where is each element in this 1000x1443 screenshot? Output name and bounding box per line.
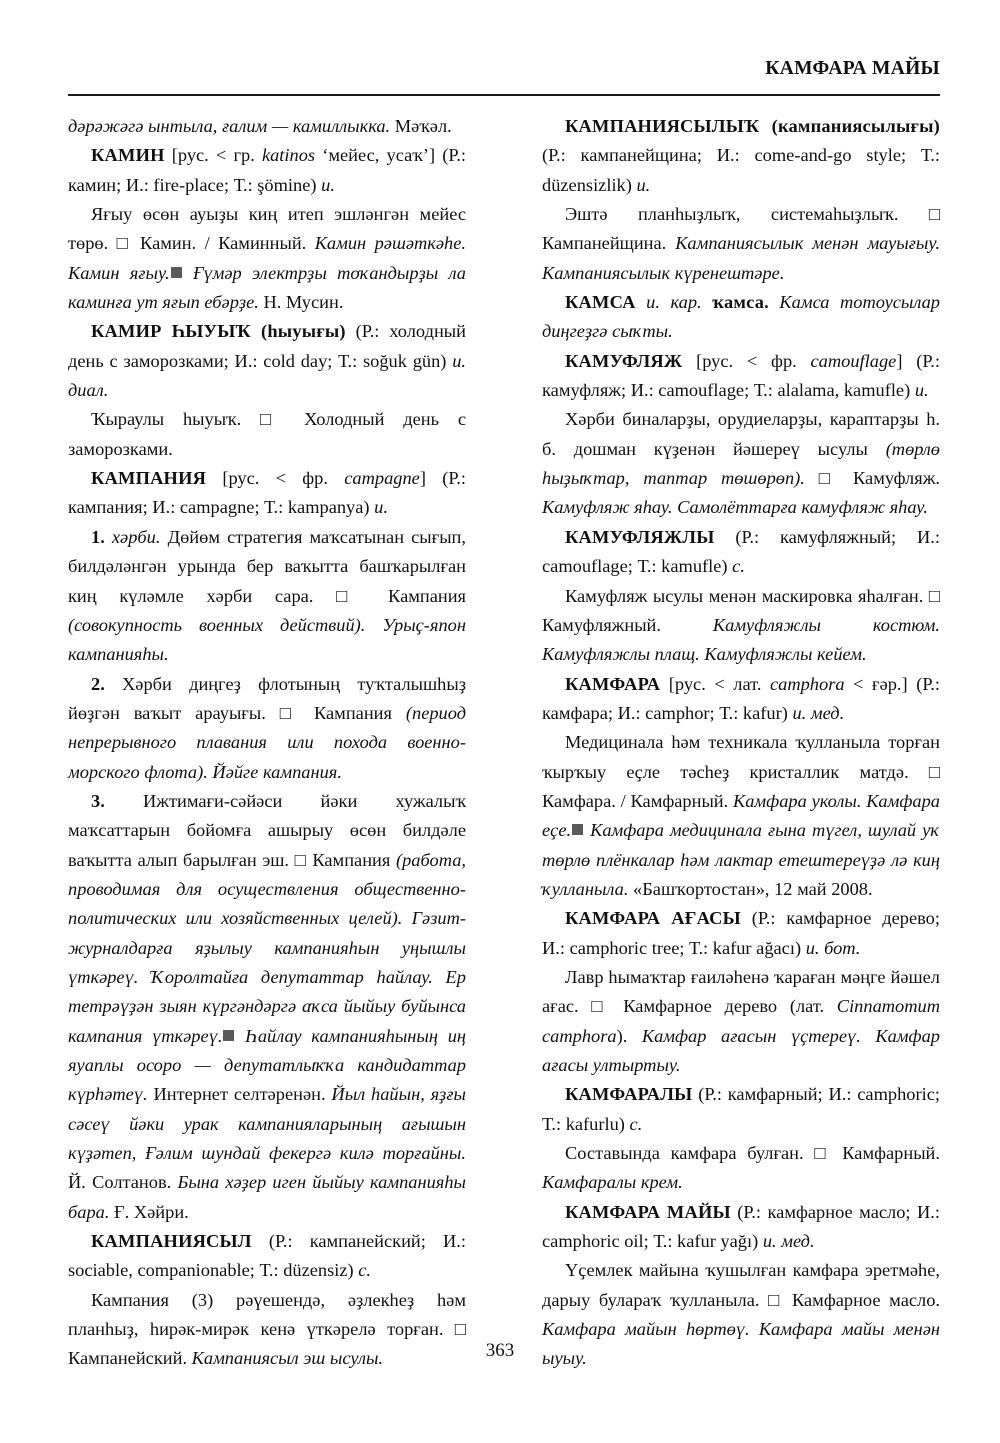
headword: КАМФАРА: [565, 673, 661, 694]
sense-definition: Дөйөм стратегия маҡсатынан сығып, билдәләнгән урында бер ваҡытта башҡарылған киң күләмле хәрби сара.: [68, 526, 466, 606]
box-marker-icon: [929, 204, 940, 224]
sense-2: [68, 670, 466, 787]
grammar-label: и. диал.: [68, 350, 466, 401]
column-left: [68, 112, 466, 1374]
box-marker-icon: [260, 409, 285, 429]
sense-number: 1.: [91, 526, 105, 547]
grammar-label: и. бот.: [805, 937, 861, 958]
box-gloss-roman: Камфарное дерево (лат.: [610, 996, 837, 1017]
sense-3: [68, 787, 466, 1227]
entry-kamin-head: [68, 141, 466, 200]
box-gloss-roman: Кампанейский.: [68, 1348, 192, 1369]
box-gloss-roman: Кампанейщина.: [542, 233, 676, 254]
entry-kamuflyazh-head: [542, 347, 940, 406]
latin-binomial: Cinnamomum camphora: [542, 996, 940, 1046]
entry-kamfara-head: [542, 670, 940, 729]
etymology-close: ] (Р.: кампания; И.: campagne; Т.: kampanya): [68, 468, 466, 518]
column-right: [542, 112, 940, 1374]
continuation-roman: Мәҡәл.: [390, 116, 452, 136]
etymology-source-form: campagne: [344, 468, 420, 489]
headword: КАМФАРАЛЫ: [565, 1084, 693, 1105]
definition: Эштә планһыҙлыҡ, системаһыҙлыҡ.: [565, 204, 929, 225]
grammar-label: и. мед.: [792, 702, 845, 723]
box-marker-icon: [929, 586, 940, 606]
box-gloss-italic: Камфара уколы. Камфара еҫе.: [542, 790, 940, 841]
citation-source: Н. Мусин.: [258, 292, 344, 313]
headword: КАМФАРА МАЙЫ: [565, 1201, 731, 1222]
continuation-italic: дәрәжәгә ынтыла, ғалим — камиллыкка.: [68, 116, 391, 136]
box-gloss-close: ).: [616, 1025, 642, 1046]
definition-italic-tail: (төрлө һыҙыҡтар, таптар төшөрөп).: [542, 438, 940, 489]
entry-kamfara-body: [542, 728, 940, 904]
headword: КАМУФЛЯЖЛЫ: [565, 526, 715, 547]
etymology-source-form: camphora: [769, 673, 845, 694]
entry-kamuflyazhly-head: [542, 523, 940, 582]
entry-kamuflyazhly-body: [542, 582, 940, 670]
box-gloss-italic: Камфара майын һөртөү. Камфара майы менән ыуыу.: [542, 1319, 940, 1369]
grammar-label: и.: [914, 380, 929, 401]
sense-definition: Хәрби диңгеҙ флотының туҡталышһыҙ йөҙгән ваҡыт арауығы.: [68, 673, 466, 723]
grammar-label: и.: [374, 497, 388, 518]
headword: КАМУФЛЯЖ: [565, 350, 683, 371]
box-gloss-roman: Камуфляжный.: [542, 614, 713, 635]
entry-kamfara-agasy-body: [542, 963, 940, 1080]
etymology-source-form: katinos: [261, 145, 316, 166]
citation-text-3: Бына хәҙер иген йыйыу кампанияһы бара.: [68, 1172, 466, 1222]
gloss-paren: (Р.: камфарное масло; И.: camphoric oil; Т.: kafur yağı): [542, 1201, 940, 1252]
sense-number: 2.: [91, 673, 105, 694]
citation-text: Ғүмәр электрҙы тоҡандырҙы ла каминға ут яғып ебәрҙе.: [68, 262, 466, 313]
box-marker-icon: [819, 468, 839, 488]
definition: Яғыу өсөн ауыҙы киң итеп эшләнгән мейес төрө.: [68, 204, 466, 254]
headword: КАМПАНИЯСЫЛЫҠ (кампаниясылығы): [565, 116, 940, 136]
entry-kamfara-majy-head: [542, 1198, 940, 1257]
box-gloss-roman: Камин. / Каминный.: [131, 233, 315, 254]
definition: Медицинала һәм техникала ҡулланыла торған ҡырҡыу еҫле тәсһеҙ кристаллик матдә.: [542, 732, 940, 782]
box-gloss-roman: Камфарное масло.: [783, 1289, 940, 1310]
filled-square-icon: [572, 824, 583, 835]
box-marker-icon: [280, 703, 300, 723]
gloss-paren: (Р.: камфарный; И.: camphoric; Т.: kafurlu): [542, 1084, 940, 1134]
continuation-paragraph: [68, 112, 466, 141]
box-marker-icon: [929, 762, 940, 782]
etymology-open: [рус. < гр.: [164, 145, 262, 166]
grammar-label: с.: [732, 556, 745, 577]
running-head: [68, 58, 940, 98]
definition: Камуфляж ысулы менән маскировка яһалған.: [565, 585, 929, 606]
entry-kamfaraly-head: [542, 1080, 940, 1139]
box-gloss-italic: Камфар ағасын үҫтереү. Камфар ағасы ултыртыу.: [542, 1025, 940, 1075]
box-gloss-italic: Камуфляжлы костюм. Камуфляжлы плащ. Камуфляжлы кейем.: [542, 614, 940, 665]
box-gloss-roman: Кампания: [306, 849, 396, 870]
entry-kamuflyazh-body: [542, 405, 940, 522]
citation-source: «Башҡортостан», 12 май 2008.: [628, 878, 873, 899]
entry-kamsa: [542, 288, 940, 347]
box-gloss-italic: (период непрерывного плавания или похода военно-морского флота). Йәйге кампания.: [68, 702, 467, 782]
box-marker-icon: [591, 996, 610, 1016]
box-gloss-roman: Холодный день с заморозками.: [68, 409, 466, 459]
gloss-paren: (Р.: холодный день с заморозками; И.: cold day; Т.: soğuk gün): [68, 321, 466, 371]
box-gloss-italic: Кампаниясыл эш ысулы.: [191, 1348, 384, 1369]
gloss-paren: (Р.: кампанейский; И.: sociable, companionable; Т.: düzensiz): [68, 1231, 466, 1281]
gloss-paren: (Р.: камуфляжный; И.: camouflage; Т.: kamufle): [542, 526, 940, 577]
etymology-gloss: ‘мейес, усаҡ’] (Р.: камин; И.: fire-place; Т.: şömine): [68, 145, 466, 195]
etymology-source-form: camouflage: [810, 350, 897, 371]
definition: Ҡыраулы һыуыҡ.: [91, 409, 261, 430]
headword: КАМСА: [565, 292, 636, 313]
etymology-open: [рус. < фр.: [682, 350, 811, 371]
definition: Үҫемлек майына ҡушылған камфара эретмәһе, дарыу булараҡ ҡулланыла.: [542, 1260, 940, 1310]
box-gloss-italic: (совокупность военных действий). Урыҫ-япон кампанияһы.: [68, 614, 466, 665]
crossref-target: ҡамса.: [712, 292, 769, 313]
box-marker-icon: [336, 586, 365, 606]
box-marker-icon: [814, 1143, 831, 1163]
sense-1: [68, 523, 466, 670]
grammar-label: и.: [321, 174, 335, 195]
entry-kampaniya-head: [68, 464, 466, 523]
box-gloss-italic: Камфаралы крем.: [542, 1172, 683, 1193]
etymology-close: < ғәр.] (Р.: камфара; И.: camphor; Т.: kafur): [542, 673, 940, 723]
sense-definition: Ижтимағи-сәйәси йәки хужалыҡ маҡсаттарын бойомға ашырыу өсөн билдәле ваҡытта алып барылған эш.: [68, 790, 466, 870]
grammar-label: с.: [358, 1260, 372, 1281]
citation-source-2: Й. Солтанов.: [68, 1172, 172, 1193]
box-gloss-roman: Камфара. / Камфарный.: [542, 790, 734, 811]
headword: КАМИР ҺЫУЫҠ (һыуығы): [91, 321, 346, 342]
box-gloss-roman: Камфарный.: [831, 1143, 940, 1164]
entry-kamir-hyuyk-body: [68, 405, 466, 464]
box-gloss-italic: Камин рәшәткәһе. Камин яғыу.: [68, 233, 467, 283]
filled-square-icon: [223, 1030, 234, 1041]
citation-text: Һайлау кампанияһының иң яуаплы осоро — депутатлыҡҡа кандидаттар күрһәтеү.: [68, 1025, 467, 1105]
headword: КАМФАРА АҒАСЫ: [565, 908, 741, 929]
entry-kamfaraly-body: [542, 1139, 940, 1198]
gloss-paren: (Р.: кампанейщина; И.: come-and-go style; Т.: düzensizlik): [542, 145, 940, 195]
box-gloss-italic: Камуфляж яһау. Самолёттарға камуфляж яһау.: [542, 497, 928, 518]
definition: Составында камфара булған.: [565, 1143, 815, 1164]
box-gloss-italic: (работа, проводимая для осуществления общественно-политических или хозяйственных целей). Гәзит-журналдарға яҙылыу кампанияһын уңышлы үткәреү. Ҡоролтайға депутаттар һайлау. Ер тетрәүҙән зыян күргәндәргә аҡса йыйыу буйынса кампания үткәреү.: [68, 849, 466, 1046]
running-head-title: КАМФАРА МАЙЫ: [765, 58, 940, 79]
sense-number: 3.: [91, 790, 105, 811]
citation-source-3: Ғ. Хәйри.: [109, 1201, 189, 1222]
header-rule: [68, 94, 940, 96]
box-marker-icon: [768, 1290, 783, 1310]
citation-text-2: Йыл һайын, яҙғы сәсеү йәки урак кампанияларының ағышын күҙәтеп, Ғәлим шундай фекергә килә торғайны.: [68, 1084, 466, 1164]
box-gloss-roman: Камуфляж.: [839, 468, 940, 489]
grammar-label: и. мед.: [762, 1231, 815, 1252]
entry-kamir-hyuyk-head: [68, 317, 466, 405]
definition: Хәрби биналарҙы, орудиеларҙы, караптарҙы һ. б. дошман күҙенән йәшереү ысулы: [542, 409, 940, 459]
entry-kampaniyasylyk-body: [542, 200, 940, 288]
box-gloss-roman: Кампания: [300, 702, 406, 723]
example-text: Камса тотоусылар диңгеҙгә сыҡты.: [542, 292, 940, 342]
entry-kampaniyasyl-head: [68, 1227, 466, 1286]
grammar-label: с.: [629, 1113, 643, 1134]
citation-source: Интернет селтәренән.: [147, 1084, 326, 1105]
definition: Лавр һымаҡтар ғаиләһенә ҡараған мәңге йәшел ағас.: [542, 966, 940, 1017]
entry-kamfara-agasy-head: [542, 904, 940, 963]
etymology-open: [рус. < лат.: [660, 673, 770, 694]
headword: КАМИН: [91, 145, 165, 166]
etymology-open: [рус. < фр.: [206, 468, 345, 489]
box-marker-icon: [455, 1319, 466, 1339]
grammar-label: и. кар.: [635, 292, 713, 313]
page-number: 363: [485, 1340, 515, 1361]
entry-kamin-body: [68, 200, 466, 317]
headword: КАМПАНИЯСЫЛ: [91, 1231, 252, 1252]
etymology-close: ] (Р.: камуфляж; И.: camouflage; Т.: alalama, kamufle): [542, 350, 940, 401]
citation-text: Камфара медицинала ғына түгел, шулай уҡ төрлө плёнкалар һәм лактар етештереүҙә лә киң ҡулланыла.: [542, 820, 940, 899]
gloss-paren: (Р.: камфарное дерево; И.: camphoric tree; Т.: kafur ağacı): [542, 908, 940, 958]
headword: КАМПАНИЯ: [91, 468, 207, 489]
box-gloss-italic: Кампаниясылык менән мауығыу. Кампаниясылык күренештәре.: [542, 233, 940, 283]
filled-square-icon: [171, 267, 182, 278]
box-marker-icon: [295, 850, 307, 870]
grammar-label: и.: [636, 174, 651, 195]
definition: Кампания (3) рәүешендә, әҙлекһеҙ һәм планһыҙ, һирәк-мирәк кенә үткәрелә торған.: [68, 1289, 466, 1340]
box-gloss-roman: Кампания: [365, 585, 467, 606]
sense-label: хәрби.: [104, 526, 161, 547]
entry-kampaniyasylyk-head: [542, 112, 940, 200]
box-marker-icon: [117, 233, 132, 253]
